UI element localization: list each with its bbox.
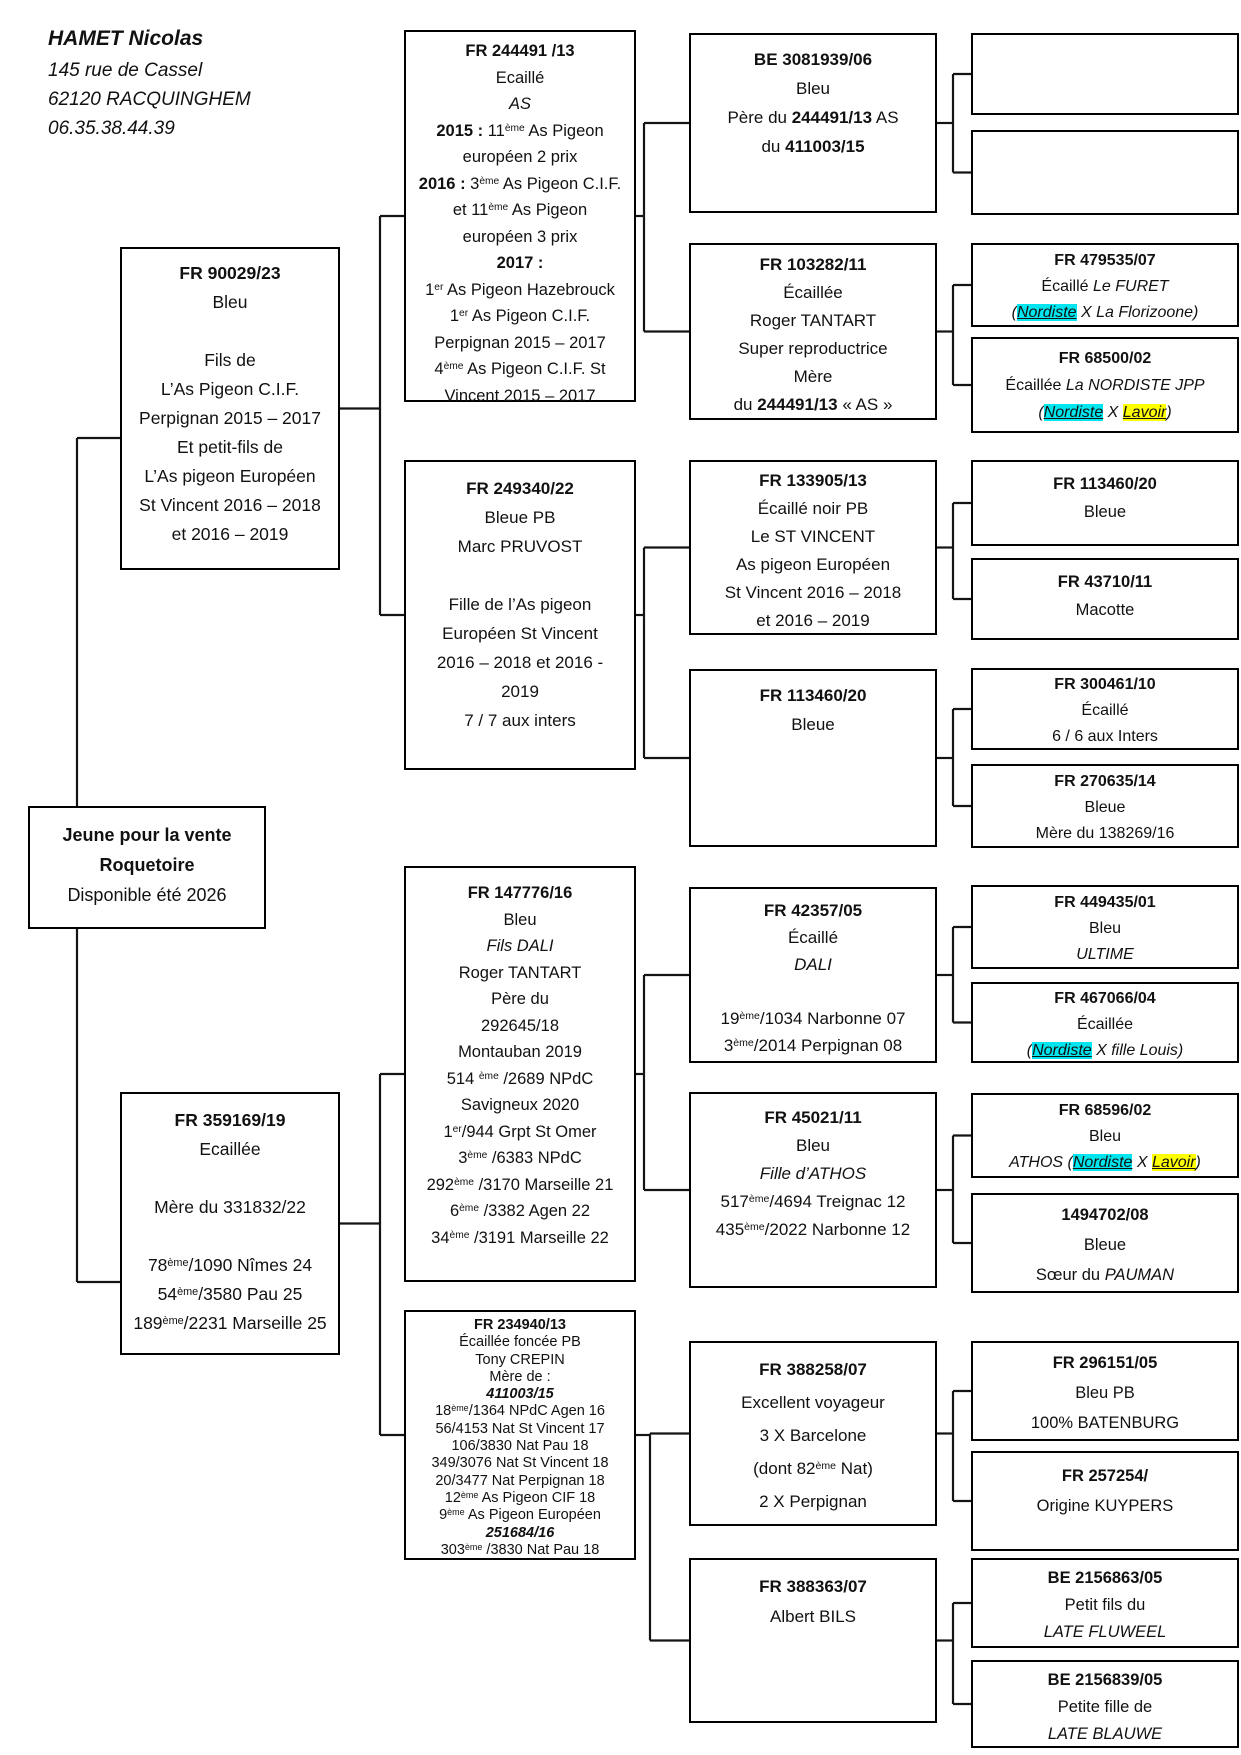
box-text-line: FR 103282/11 [759, 255, 867, 274]
box-text-line: 303ème /3830 Nat Pau 18 [440, 1541, 600, 1558]
box-text-line: Père du [491, 990, 549, 1008]
box-text-line: 517ème/4694 Treignac 12 [720, 1192, 906, 1211]
pedigree-box-c3 [689, 460, 937, 635]
pedigree-box-d8 [971, 764, 1239, 848]
box-text-line: St Vincent 2016 – 2018 [724, 583, 902, 602]
box-text-line: 2 X Perpignan [759, 1492, 867, 1511]
box-text-line: et 11ème As Pigeon [452, 201, 588, 219]
box-text-line: BE 2156863/05 [1047, 1569, 1163, 1587]
box-text-line: Écaillé noir PB [757, 499, 869, 518]
pedigree-box-c7 [689, 1341, 937, 1526]
box-text-line: 6 / 6 aux Inters [1052, 728, 1158, 745]
pedigree-box-c5 [689, 887, 937, 1063]
box-text-line: Fille de l’As pigeon [448, 595, 592, 614]
box-text-line: et 2016 – 2019 [756, 611, 870, 630]
box-text-line: AS [508, 95, 531, 113]
box-text-line: FR 388258/07 [759, 1360, 867, 1379]
box-text-line: 106/3830 Nat Pau 18 [451, 1438, 589, 1455]
box-text-line: DALI [794, 955, 832, 974]
box-text-line: (Nordiste X fille Louis) [1026, 1042, 1184, 1059]
box-text-line: Jeune pour la vente [62, 825, 232, 845]
box-text-line: 4ème As Pigeon C.I.F. St [434, 360, 606, 378]
box-text-line: Savigneux 2020 [460, 1096, 580, 1114]
box-text-line: Roger TANTART [458, 963, 582, 982]
box-text-line: 2016 – 2018 et 2016 - [436, 653, 604, 672]
box-text-line: BE 3081939/06 [753, 50, 873, 69]
box-text-line: Roger TANTART [749, 311, 877, 330]
pedigree-box-d13 [971, 1341, 1239, 1441]
pedigree-box-g1 [404, 30, 636, 405]
pedigree-box-d2 [971, 130, 1239, 215]
box-text-line: Ecaillée [199, 1139, 261, 1159]
box-text-line: Fille d’ATHOS [759, 1164, 867, 1183]
box-text-line: 2017 : [496, 254, 544, 272]
box-text-line: Mère du 331832/22 [154, 1197, 306, 1217]
box-text-line: Écaillée [1076, 1016, 1134, 1033]
pedigree-box-d3 [971, 243, 1239, 327]
box-text-line: 292ème /3170 Marseille 21 [426, 1175, 614, 1194]
pedigree-box-d7 [971, 668, 1239, 750]
box-text-line: FR 113460/20 [759, 686, 867, 705]
pedigree-box-d5 [971, 460, 1239, 546]
box-text-line: Fils de [204, 350, 256, 370]
pedigree-box-d16 [971, 1660, 1239, 1748]
box-text-line: Excellent voyageur [741, 1393, 885, 1412]
box-text-line: 411003/15 [486, 1386, 554, 1403]
box-text-line: Bleu [795, 79, 831, 98]
box-text-line: ULTIME [1076, 946, 1134, 963]
box-text-line: FR 449435/01 [1054, 894, 1156, 911]
box-text-line: Écaillé [787, 928, 839, 947]
box-text-line: 3ème/2014 Perpignan 08 [723, 1036, 903, 1055]
pedigree-box-d9 [971, 885, 1239, 969]
box-text-line: Bleue [1083, 503, 1127, 521]
pedigree-box-g4 [404, 1310, 636, 1560]
box-text-line: FR 359169/19 [174, 1110, 286, 1130]
box-text-line: Écaillée [783, 283, 843, 302]
box-text-line: FR 113460/20 [1053, 475, 1157, 493]
box-text-line: Bleu [1088, 1128, 1122, 1145]
box-text-line: 7 / 7 aux inters [464, 711, 576, 730]
box-text-line: FR 68596/02 [1058, 1102, 1152, 1119]
box-text-line: 34ème /3191 Marseille 22 [431, 1228, 609, 1247]
box-text-line: (Nordiste X La Florizoone) [1011, 304, 1199, 321]
pedigree-box-c8 [689, 1558, 937, 1723]
box-text-line: Écaillé [1081, 702, 1129, 719]
box-text-line: Macotte [1075, 601, 1135, 619]
owner-phone: 06.35.38.44.39 [48, 118, 175, 139]
box-text-line: 9ème As Pigeon Européen [439, 1507, 601, 1524]
box-text-line: Bleue [791, 715, 835, 734]
box-text-line: FR 249340/22 [466, 479, 574, 498]
owner-address-line2: 62120 RACQUINGHEM [48, 89, 251, 110]
box-text-line: Super reproductrice [738, 339, 888, 358]
pedigree-box-d1 [971, 33, 1239, 115]
box-text-line: FR 479535/07 [1054, 252, 1156, 269]
box-text-line: L’As Pigeon C.I.F. [160, 379, 300, 399]
box-text-line: 1er As Pigeon Hazebrouck [425, 280, 615, 299]
owner-name: HAMET Nicolas [48, 27, 204, 50]
box-text-line [122, 1164, 338, 1193]
box-text-line: St Vincent 2016 – 2018 [139, 495, 321, 515]
box-text-line: Petit fils du [1064, 1596, 1146, 1614]
box-text-line: du 244491/13 « AS » [733, 395, 893, 414]
box-text-line: Petite fille de [1057, 1698, 1153, 1716]
box-text-line: Écaillée foncée PB [459, 1334, 581, 1351]
box-text-line: du 411003/15 [761, 137, 865, 156]
pedigree-box-g3 [404, 866, 636, 1282]
box-text-line: Père du 244491/13 AS [727, 108, 899, 127]
box-text-line: européen 2 prix [462, 148, 578, 166]
box-text-line: Tony CREPIN [475, 1351, 565, 1368]
box-text-line: 100% BATENBURG [1030, 1414, 1180, 1432]
box-text-line: FR 90029/23 [179, 263, 281, 283]
box-text-line: 6ème /3382 Agen 22 [449, 1202, 591, 1220]
box-text-line [691, 978, 935, 1005]
box-text-line: 435ème/2022 Narbonne 12 [715, 1220, 911, 1239]
box-text-line: Bleu [212, 292, 248, 312]
box-text-line: 56/4153 Nat St Vincent 17 [435, 1420, 605, 1437]
box-text-line: ATHOS (Nordiste X Lavoir) [1009, 1154, 1201, 1171]
box-text-line: Et petit-fils de [176, 437, 284, 457]
box-text-line: Bleu [795, 1136, 831, 1155]
box-text-line: BE 2156839/05 [1047, 1671, 1163, 1689]
box-text-line [406, 561, 634, 590]
pedigree-box-c4 [689, 669, 937, 847]
box-text-line: FR 467066/04 [1054, 990, 1156, 1007]
box-text-line: LATE BLAUWE [1047, 1725, 1163, 1743]
box-text-line: 2015 : 11ème As Pigeon [436, 121, 604, 140]
pedigree-box-d14 [971, 1451, 1239, 1551]
box-text-line: Bleu [1088, 920, 1122, 937]
box-text-line: Albert BILS [770, 1607, 856, 1626]
box-text-line: FR 42357/05 [763, 901, 863, 920]
box-text-line: et 2016 – 2019 [171, 524, 289, 544]
box-text-line: Disponible été 2026 [67, 885, 227, 905]
box-text-line: 12ème As Pigeon CIF 18 [444, 1489, 596, 1506]
box-text-line [122, 1222, 338, 1251]
box-text-line: Écaillé Le FURET [1041, 278, 1169, 295]
box-text-line: 78ème/1090 Nîmes 24 [147, 1255, 313, 1275]
box-text-line: Bleu [503, 910, 537, 929]
box-text-line: Sœur du PAUMAN [1035, 1266, 1175, 1284]
pedigree-box-c6 [689, 1092, 937, 1288]
box-text-line: Bleu PB [1075, 1384, 1135, 1402]
box-text-line: (Nordiste X Lavoir) [1038, 404, 1172, 421]
pedigree-box-d15 [971, 1558, 1239, 1648]
box-text-line: européen 3 prix [462, 227, 578, 246]
box-text-line: FR 147776/16 [467, 884, 573, 902]
box-text-line: Mère [793, 367, 833, 386]
box-text-line: FR 388363/07 [759, 1577, 867, 1596]
box-text-line: FR 270635/14 [1054, 773, 1156, 790]
box-text-line: 19ème/1034 Narbonne 07 [720, 1009, 906, 1028]
pedigree-box-g2 [404, 460, 636, 770]
box-text-line: Perpignan 2015 – 2017 [434, 333, 606, 352]
box-text-line: Le ST VINCENT [750, 527, 876, 546]
box-text-line: As pigeon Européen [735, 555, 891, 574]
pedigree-box-c1 [689, 33, 937, 213]
pedigree-box-s [28, 806, 266, 929]
box-text-line: Européen St Vincent [442, 624, 598, 643]
box-text-line: Bleue PB [484, 508, 556, 527]
box-text-line: FR 257254/ [1061, 1467, 1149, 1485]
box-text-line: Perpignan 2015 – 2017 [139, 408, 321, 428]
box-text-line: FR 300461/10 [1054, 676, 1156, 693]
box-text-line: 2016 : 3ème As Pigeon C.I.F. [418, 174, 622, 193]
box-text-line: 20/3477 Nat Perpignan 18 [435, 1472, 605, 1489]
box-text-line: 292645/18 [481, 1016, 559, 1035]
box-text-line: Marc PRUVOST [457, 537, 583, 556]
pedigree-box-c2 [689, 243, 937, 420]
box-text-line: 1494702/08 [1061, 1206, 1149, 1224]
box-text-line: FR 45021/11 [764, 1108, 862, 1127]
box-text-line: FR 68500/02 [1058, 350, 1152, 367]
pedigree-box-d10 [971, 982, 1239, 1063]
pedigree-box-p2 [120, 1092, 340, 1355]
box-text-line: 1er/944 Grpt St Omer [443, 1122, 597, 1141]
pedigree-box-d4 [971, 337, 1239, 433]
owner-address-line1: 145 rue de Cassel [48, 60, 203, 81]
box-text-line: L’As pigeon Européen [144, 466, 316, 486]
box-text-line: 3ème /6383 NPdC [458, 1149, 582, 1167]
box-text-line: 514 $^{ème}$ /2689 NPdC [446, 1069, 594, 1088]
box-text-line: 251684/16 [485, 1524, 555, 1541]
box-text-line: Origine KUYPERS [1036, 1497, 1174, 1515]
box-text-line: (dont 82ème Nat) [753, 1459, 873, 1478]
box-text-line: Vincent 2015 – 2017 [444, 386, 596, 405]
pedigree-box-d11 [971, 1093, 1239, 1178]
box-text-line: Montauban 2019 [458, 1043, 582, 1061]
box-text-line: FR 244491 /13 [465, 42, 575, 60]
box-text-line: FR 133905/13 [759, 471, 867, 490]
box-text-line: 1er As Pigeon C.I.F. [449, 307, 591, 325]
box-text-line: 54ème/3580 Pau 25 [157, 1284, 303, 1304]
box-text-line: FR 234940/13 [474, 1317, 566, 1333]
box-text-line: Écaillée La NORDISTE JPP [1005, 377, 1205, 394]
box-text-line: Mère du 138269/16 [1035, 825, 1175, 842]
pedigree-box-d6 [971, 558, 1239, 640]
box-text-line: Mère de : [489, 1368, 551, 1385]
box-text-line: 2019 [501, 682, 539, 701]
box-text-line: LATE FLUWEEL [1043, 1623, 1167, 1641]
box-text-line: Roquetoire [99, 855, 195, 875]
pedigree-box-d12 [971, 1193, 1239, 1293]
box-text-line [122, 317, 338, 346]
box-text-line: FR 43710/11 [1057, 573, 1153, 591]
box-text-line: 18ème/1364 NPdC Agen 16 [435, 1403, 605, 1420]
box-text-line: 3 X Barcelone [759, 1426, 867, 1445]
box-text-line: Fils DALI [486, 937, 554, 955]
pedigree-box-p1 [120, 247, 340, 570]
box-text-line: 349/3076 Nat St Vincent 18 [431, 1455, 609, 1472]
box-text-line: Ecaillé [495, 68, 545, 87]
box-text-line: 189ème/2231 Marseille 25 [133, 1313, 327, 1333]
box-text-line: Bleue [1084, 799, 1126, 816]
box-text-line: FR 296151/05 [1052, 1354, 1158, 1372]
owner-block [48, 24, 251, 143]
box-text-line: Bleue [1083, 1236, 1127, 1254]
